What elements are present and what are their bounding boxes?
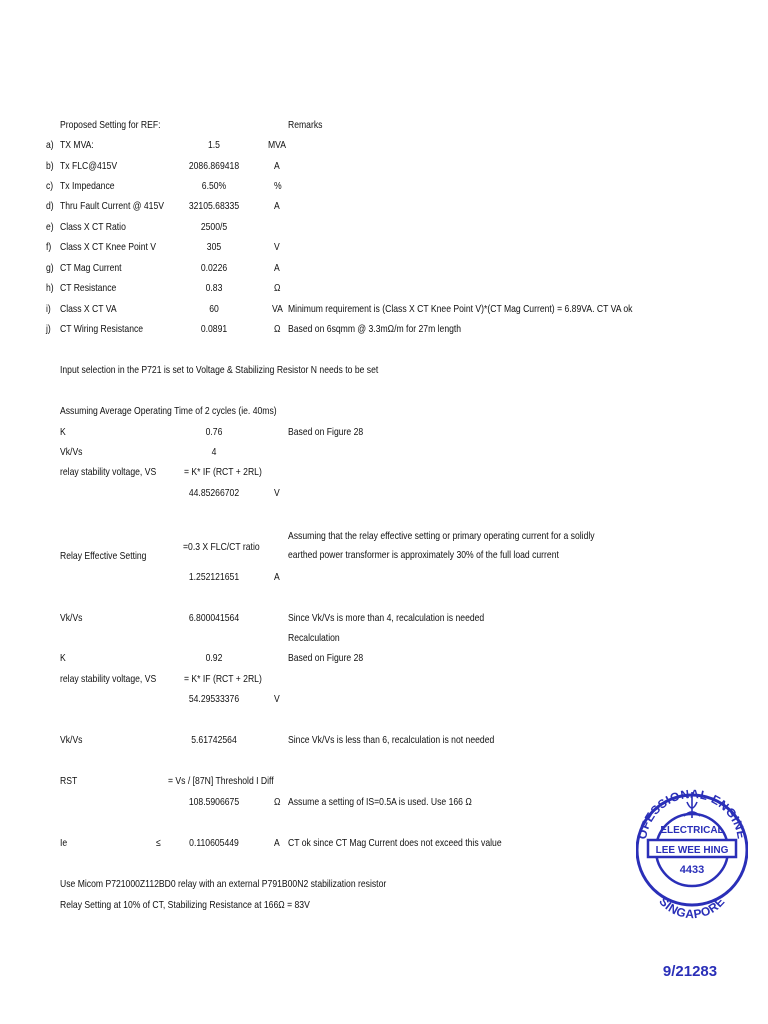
param-value: 32105.68335 [188,200,240,212]
vs-value: 54.29533376 [188,693,240,705]
conclusion-line-1: Use Micom P721000Z112BD0 relay with an external P791B00N2 stabilization resistor [60,878,387,890]
stamp-number: 4433 [679,864,705,876]
param-label: Class X CT Knee Point V [60,241,157,253]
param-unit: Ω [274,323,281,335]
ie-value: 0.110605449 [189,837,239,849]
param-unit: VA [272,303,283,315]
param-label: TX MVA: [60,139,94,151]
param-index: e) [46,221,54,233]
operating-time-note: Assuming Average Operating Time of 2 cycles (ie. 40ms) [60,405,277,417]
stamp-bottom-arc: SINGAPORE [656,894,728,922]
vs-label: relay stability voltage, VS [60,466,157,478]
vkvs-remark: Since Vk/Vs is less than 6, recalculation is not needed [288,734,495,746]
param-label: Tx Impedance [60,180,115,192]
stamp-graphic [636,772,748,982]
param-unit: % [274,180,282,192]
param-index: g) [46,262,54,274]
param-label: CT Mag Current [60,262,122,274]
param-label: Class X CT Ratio [60,221,126,233]
param-index: a) [46,139,54,151]
k-remark: Based on Figure 28 [288,426,364,438]
proposed-setting-title: Proposed Setting for REF: [60,119,161,131]
param-remark: Based on 6sqmm @ 3.3mΩ/m for 27m length [288,323,462,335]
ie-remark: CT ok since CT Mag Current does not exceed this value [288,837,502,849]
conclusion-line-2: Relay Setting at 10% of CT, Stabilizing Resistance at 166Ω = 83V [60,899,310,911]
vkvs-value: 4 [211,446,217,458]
param-unit: A [274,160,280,172]
vs-label: relay stability voltage, VS [60,673,157,685]
param-index: f) [46,241,52,253]
vkvs-value: 5.61742564 [191,734,237,746]
param-label: Class X CT VA [60,303,117,315]
param-value: 2086.869418 [188,160,240,172]
pe-stamp [636,772,748,982]
param-value: 0.0226 [200,262,228,274]
param-label: CT Resistance [60,282,117,294]
param-index: c) [46,180,54,192]
ie-operator: ≤ [156,837,161,849]
param-unit: V [274,241,280,253]
effective-unit: A [274,571,280,583]
param-unit: A [274,200,280,212]
param-unit: A [274,262,280,274]
vkvs-label: Vk/Vs [60,612,83,624]
stamp-name: LEE WEE HING [655,845,729,856]
param-value: 0.0891 [200,323,228,335]
vkvs-label: Vk/Vs [60,734,83,746]
rst-label: RST [60,775,78,787]
rst-formula: = Vs / [87N] Threshold I Diff [168,775,274,787]
vs-formula: = K* IF (RCT + 2RL) [184,673,262,685]
vs-value: 44.85266702 [188,487,240,499]
remarks-header: Remarks [288,119,323,131]
rst-unit: Ω [274,796,281,808]
param-index: b) [46,160,54,172]
param-remark: Minimum requirement is (Class X CT Knee Point V)*(CT Mag Current) = 6.89VA. CT VA ok [288,303,633,315]
k-label: K [60,652,66,664]
vkvs-label: Vk/Vs [60,446,83,458]
effective-remark-2: earthed power transformer is approximately 30% of the full load current [288,549,559,561]
vkvs-remark: Since Vk/Vs is more than 4, recalculation is needed [288,612,485,624]
param-value: 2500/5 [200,221,228,233]
effective-value: 1.252121651 [188,571,240,583]
k-value: 0.92 [205,652,223,664]
effective-remark-1: Assuming that the relay effective setting or primary operating current for a solidly [288,530,595,542]
stamp-top-arc: OFESSIONAL ENGINE [636,786,748,841]
recalculation-label: Recalculation [288,632,340,644]
param-value: 6.50% [201,180,227,192]
stamp-discipline: ELECTRICAL [660,825,724,836]
param-unit: Ω [274,282,281,294]
param-label: Thru Fault Current @ 415V [60,200,164,212]
param-value: 60 [209,303,219,315]
vkvs-value: 6.800041564 [188,612,240,624]
k-label: K [60,426,66,438]
param-index: d) [46,200,54,212]
vs-unit: V [274,693,280,705]
rst-value: 108.5906675 [188,796,240,808]
param-unit: MVA [268,139,287,151]
stamp-signature: 9/21283 [662,963,718,980]
vs-formula: = K* IF (RCT + 2RL) [184,466,262,478]
param-value: 305 [206,241,222,253]
input-selection-note: Input selection in the P721 is set to Voltage & Stabilizing Resistor N needs to be set [60,364,379,376]
param-label: Tx FLC@415V [60,160,118,172]
vs-unit: V [274,487,280,499]
param-label: CT Wiring Resistance [60,323,144,335]
effective-label: Relay Effective Setting [60,550,147,562]
param-index: i) [46,303,51,315]
rst-remark: Assume a setting of IS=0.5A is used. Use 166 Ω [288,796,472,808]
ie-unit: A [274,837,280,849]
k-value: 0.76 [205,426,223,438]
effective-formula: =0.3 X FLC/CT ratio [183,541,260,553]
param-index: h) [46,282,54,294]
param-value: 0.83 [205,282,223,294]
ie-label: Ie [60,837,68,849]
param-index: j) [46,323,51,335]
k-remark: Based on Figure 28 [288,652,364,664]
param-value: 1.5 [208,139,220,151]
